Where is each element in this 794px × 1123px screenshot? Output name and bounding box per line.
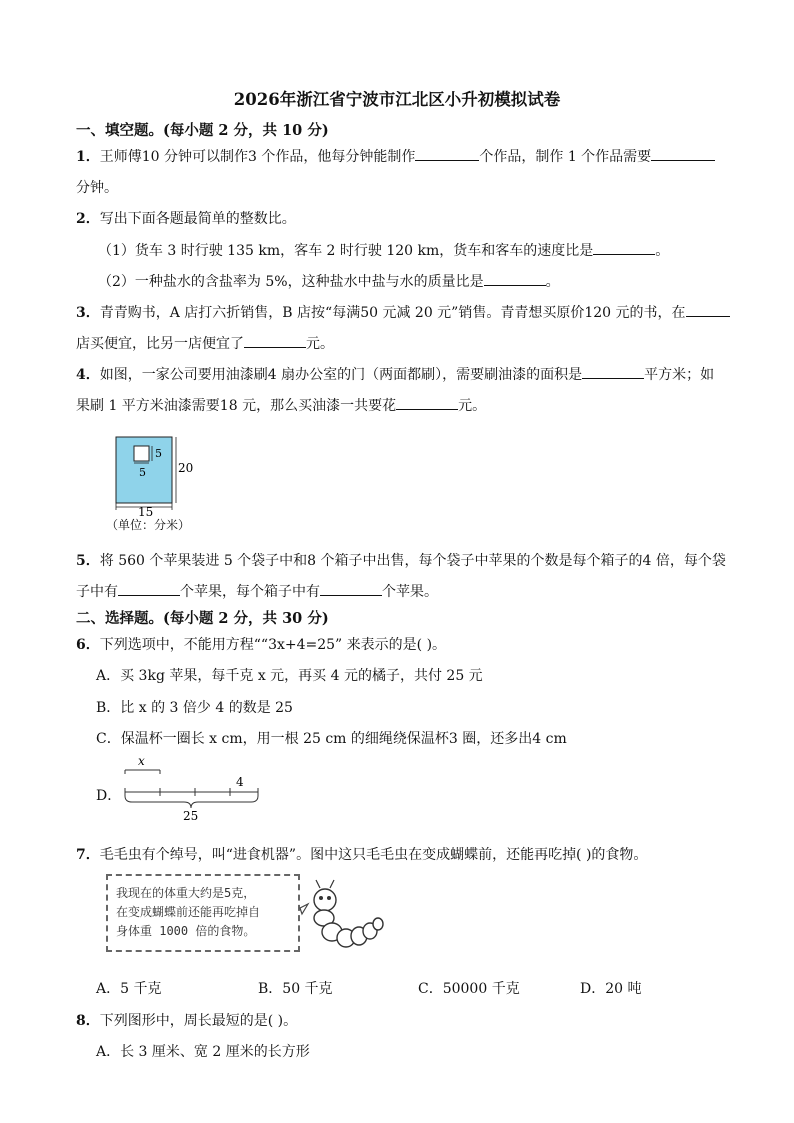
answer-blank[interactable] [593, 240, 655, 255]
question-number: 4． [76, 367, 100, 383]
answer-blank[interactable] [686, 302, 730, 317]
option-d[interactable]: D．20 吨 [580, 981, 642, 997]
question-text: 个苹果，每个箱子中有 [180, 584, 320, 600]
question-3 [76, 302, 730, 322]
door-width-label: 15 [138, 505, 154, 519]
question-text: 毛毛虫有个绰号，叫“进食机器”。图中这只毛毛虫在变成蝴蝶前，还能再吃掉( )的食物。 [99, 847, 648, 863]
bubble-line: 在变成蝴蝶前还能再吃掉自 [116, 905, 261, 919]
question-text: 个苹果。 [382, 584, 438, 600]
question-text: 下列选项中，不能用方程““3x+4=25” 来表示的是( )。 [99, 637, 447, 653]
unit-label: （单位：分米） [106, 518, 191, 532]
window-rect [134, 446, 149, 461]
caterpillar-tail [373, 918, 383, 930]
segment-diagram [118, 752, 268, 824]
question-7 [76, 844, 647, 864]
antenna [330, 880, 334, 888]
speech-bubble [106, 874, 300, 952]
question-number: 5． [76, 553, 100, 569]
segment-x-label: x [138, 754, 145, 768]
question-text: 下列图形中，周长最短的是( )。 [99, 1013, 298, 1029]
caterpillar-eye [327, 896, 331, 900]
bubble-tail [300, 904, 308, 914]
question-8 [76, 1010, 297, 1030]
question-3-continued [76, 333, 334, 353]
total-brace [125, 796, 258, 808]
question-5 [76, 550, 726, 570]
answer-blank[interactable] [415, 146, 479, 161]
answer-blank[interactable] [320, 581, 382, 596]
caterpillar-icon [298, 878, 388, 956]
bubble-line: 我现在的体重大约是5克， [116, 886, 256, 900]
caterpillar-drawing [298, 878, 388, 956]
question-2-sub-1 [98, 240, 669, 260]
caterpillar-head [314, 889, 336, 911]
question-number: 1． [76, 149, 100, 165]
question-1-continued: 分钟。 [76, 180, 118, 196]
question-number: 2． [76, 211, 100, 227]
sub-question-text: （1）货车 3 时行驶 135 km，客车 2 时行驶 120 km，货车和客车的速度比是 [98, 243, 594, 259]
door-height-label: 20 [178, 461, 194, 475]
question-4-continued [76, 395, 486, 415]
question-text: 元。 [306, 336, 334, 352]
question-4 [76, 364, 714, 384]
question-text: 如图，一家公司要用油漆刷4 扇办公室的门（两面都刷），需要刷油漆的面积是 [99, 367, 583, 383]
answer-blank[interactable] [484, 271, 546, 286]
option-a[interactable]: A．买 3kg 苹果，每千克 x 元，再买 4 元的橘子，共付 25 元 [96, 668, 483, 684]
question-text: 青青购书，A 店打六折销售，B 店按“每满50 元减 20 元”销售。青青想买原价120 元的书，在 [99, 305, 686, 321]
option-b[interactable]: B．50 千克 [258, 981, 333, 997]
option-b[interactable]: B．比 x 的 3 倍少 4 的数是 25 [96, 700, 293, 716]
section-heading-choice: 二、选择题。(每小题 2 分，共 30 分) [76, 610, 329, 627]
option-a[interactable]: A．长 3 厘米、宽 2 厘米的长方形 [96, 1044, 310, 1060]
question-5-continued [76, 581, 438, 601]
sub-question-text: 。 [655, 243, 670, 259]
question-1 [76, 146, 715, 166]
option-a[interactable]: A．5 千克 [96, 981, 162, 997]
segment-25-label: 25 [183, 809, 199, 823]
page-title: 2026年浙江省宁波市江北区小升初模拟试卷 [233, 90, 561, 109]
segment-4-label: 4 [236, 775, 244, 789]
question-number: 3． [76, 305, 100, 321]
question-text: 元。 [458, 398, 487, 414]
question-6 [76, 634, 446, 654]
question-text: 写出下面各题最简单的整数比。 [99, 211, 296, 227]
antenna [316, 880, 320, 888]
question-text: 果刷 1 平方米油漆需要18 元，那么买油漆一共要花 [76, 398, 397, 414]
question-2 [76, 208, 296, 228]
question-number: 6． [76, 637, 100, 653]
option-c[interactable]: C．50000 千克 [418, 981, 520, 997]
caterpillar-eye [319, 896, 323, 900]
question-text: 平方米；如 [644, 367, 715, 383]
question-text: 将 560 个苹果装进 5 个袋子中和8 个箱子中出售，每个袋子中苹果的个数是每个箱子的4 倍，每个袋 [99, 553, 726, 569]
section-heading-fill-blank: 一、填空题。(每小题 2 分，共 10 分) [76, 122, 329, 139]
bubble-line: 身体重 1000 倍的食物。 [116, 924, 256, 938]
question-text: 店买便宜，比另一店便宜了 [76, 336, 244, 352]
window-height-label: 5 [155, 447, 162, 460]
question-text: 王师傅10 分钟可以制作3 个作品，他每分钟能制作 [99, 149, 416, 165]
answer-blank[interactable] [118, 581, 180, 596]
answer-blank[interactable] [651, 146, 715, 161]
sub-question-text: 。 [545, 274, 560, 290]
question-number: 8． [76, 1013, 100, 1029]
question-text: 个作品，制作 1 个作品需要 [479, 149, 652, 165]
question-2-sub-2 [98, 271, 560, 291]
answer-blank[interactable] [396, 395, 458, 410]
answer-blank[interactable] [582, 364, 644, 379]
sub-question-text: （2）一种盐水的含盐率为 5%，这种盐水中盐与水的质量比是 [98, 274, 484, 290]
option-c[interactable]: C．保温杯一圈长 x cm，用一根 25 cm 的细绳绕保温杯3 圈，还多出4 cm [96, 731, 567, 747]
segment-diagram-svg [118, 752, 268, 824]
answer-blank[interactable] [244, 333, 306, 348]
option-d[interactable]: D． [96, 788, 122, 804]
question-number: 7． [76, 847, 100, 863]
question-text: 子中有 [76, 584, 118, 600]
window-width-label: 5 [139, 466, 146, 479]
